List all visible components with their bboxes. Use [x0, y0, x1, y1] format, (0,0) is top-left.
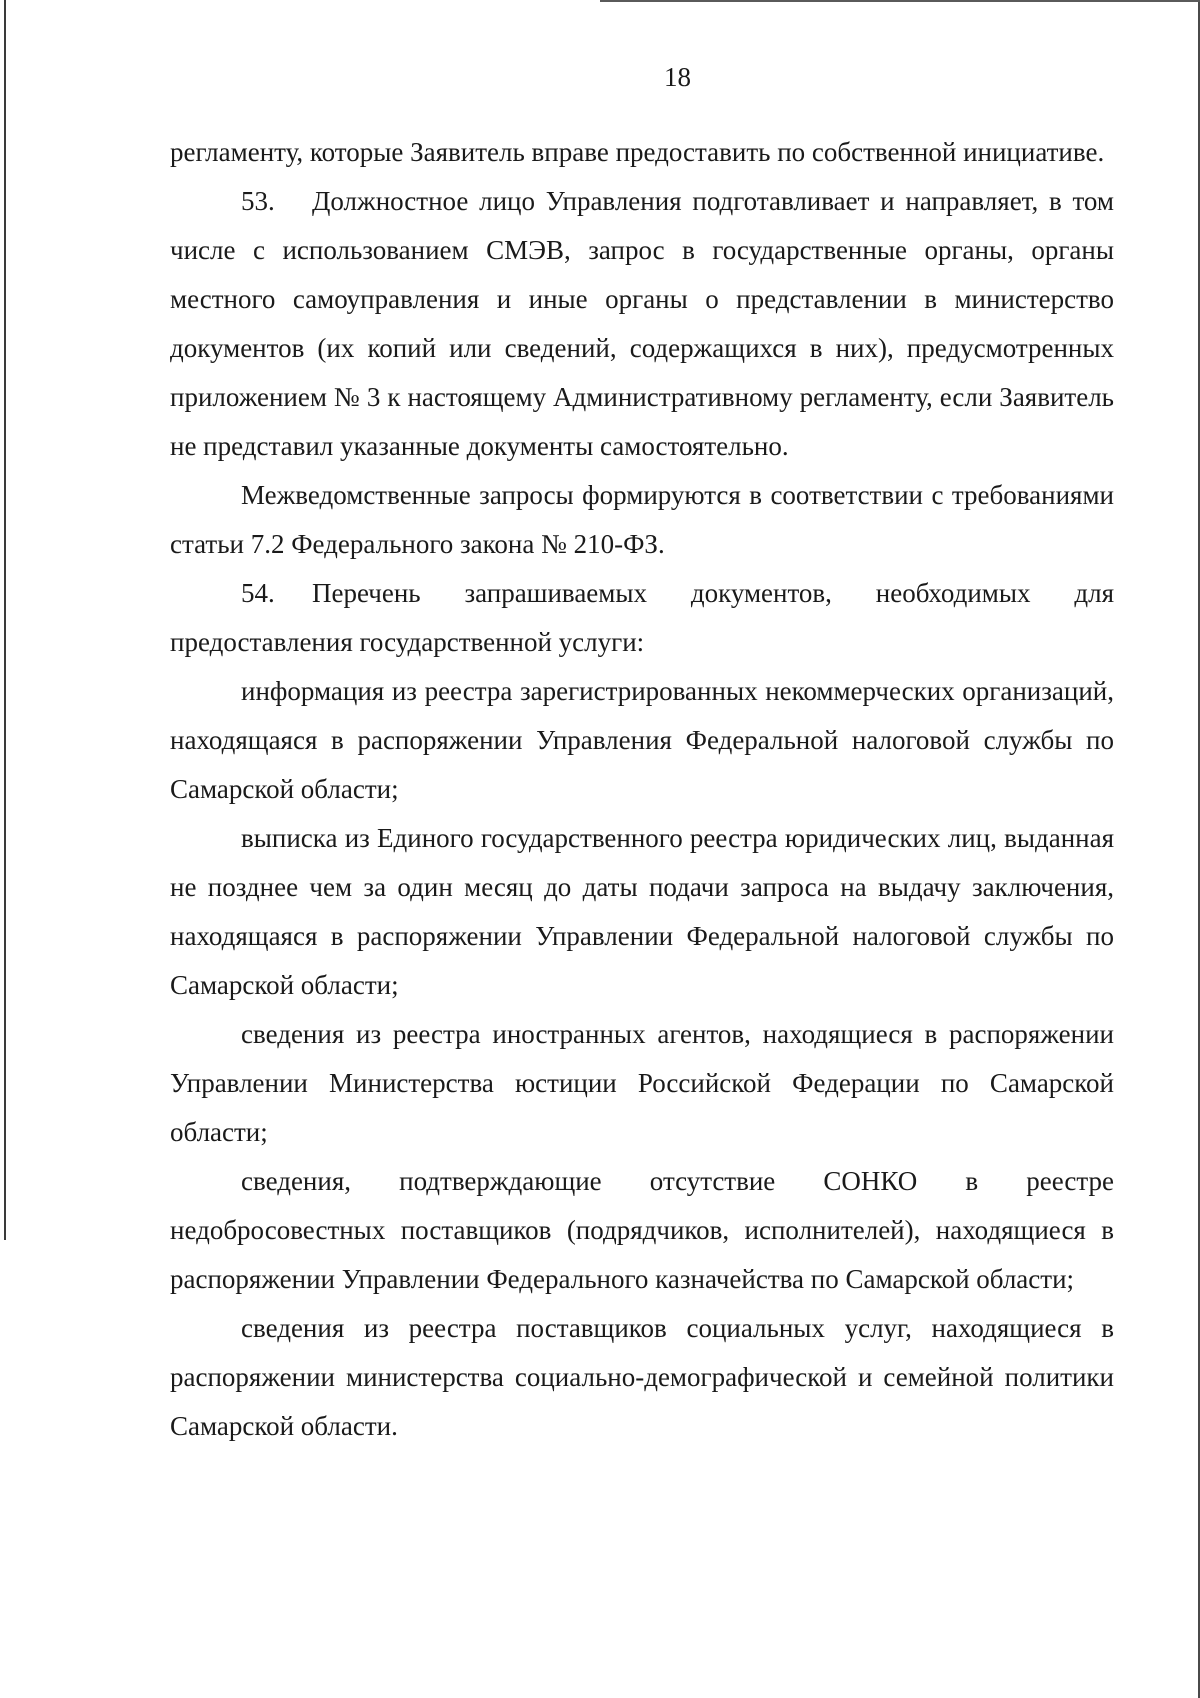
- paragraph-53: [170, 177, 1114, 471]
- item-number: 53.: [241, 186, 275, 216]
- document-body: [170, 128, 1114, 1451]
- list-item-egrul-extract: [170, 814, 1114, 1010]
- page-number: 18: [664, 62, 691, 92]
- paragraph-text: сведения из реестра иностранных агентов, находящиеся в распоряжении Управлении Министерства юстиции Российской Федерации по Самарской области;: [170, 1019, 1114, 1147]
- paragraph-interagency-requests: [170, 471, 1114, 569]
- paragraph-text: Перечень запрашиваемых документов, необходимых для предоставления государственной услуги:: [170, 578, 1114, 657]
- paragraph-text: Должностное лицо Управления подготавливает и направляет, в том числе с использованием СМЭВ, запрос в государственные органы, органы местного самоуправления и иные органы о представлении в министерство документов (их копий или сведений, содержащихся в них), предусмотренных приложением № 3 к настоящему Административному регламенту, если Заявитель не представил указанные документы самостоятельно.: [170, 186, 1114, 461]
- list-item-foreign-agents: [170, 1010, 1114, 1157]
- paragraph-continuation: [170, 128, 1114, 177]
- paragraph-text: регламенту, которые Заявитель вправе предоставить по собственной инициативе.: [170, 137, 1105, 167]
- paragraph-text: сведения, подтверждающие отсутствие СОНКО в реестре недобросовестных поставщиков (подрядчиков, исполнителей), находящиеся в распоряжении Управлении Федерального казначейства по Самарской области;: [170, 1166, 1114, 1294]
- scan-edge-top: [600, 0, 1200, 2]
- scan-edge-left: [4, 0, 6, 1240]
- paragraph-text: сведения из реестра поставщиков социальных услуг, находящиеся в распоряжении министерства социально-демографической и семейной политики Самарской области.: [170, 1313, 1114, 1441]
- paragraph-text: Межведомственные запросы формируются в соответствии с требованиями статьи 7.2 Федерального закона № 210-ФЗ.: [170, 480, 1114, 559]
- list-item-social-services-registry: [170, 1304, 1114, 1451]
- list-item-nko-registry: [170, 667, 1114, 814]
- list-item-unscrupulous-suppliers: [170, 1157, 1114, 1304]
- item-number: 54.: [241, 578, 275, 608]
- paragraph-text: информация из реестра зарегистрированных некоммерческих организаций, находящаяся в распоряжении Управления Федеральной налоговой службы по Самарской области;: [170, 676, 1114, 804]
- paragraph-54: [170, 569, 1114, 667]
- paragraph-text: выписка из Единого государственного реестра юридических лиц, выданная не позднее чем за один месяц до даты подачи запроса на выдачу заключения, находящаяся в распоряжении Управлении Федеральной налоговой службы по Самарской области;: [170, 823, 1114, 1000]
